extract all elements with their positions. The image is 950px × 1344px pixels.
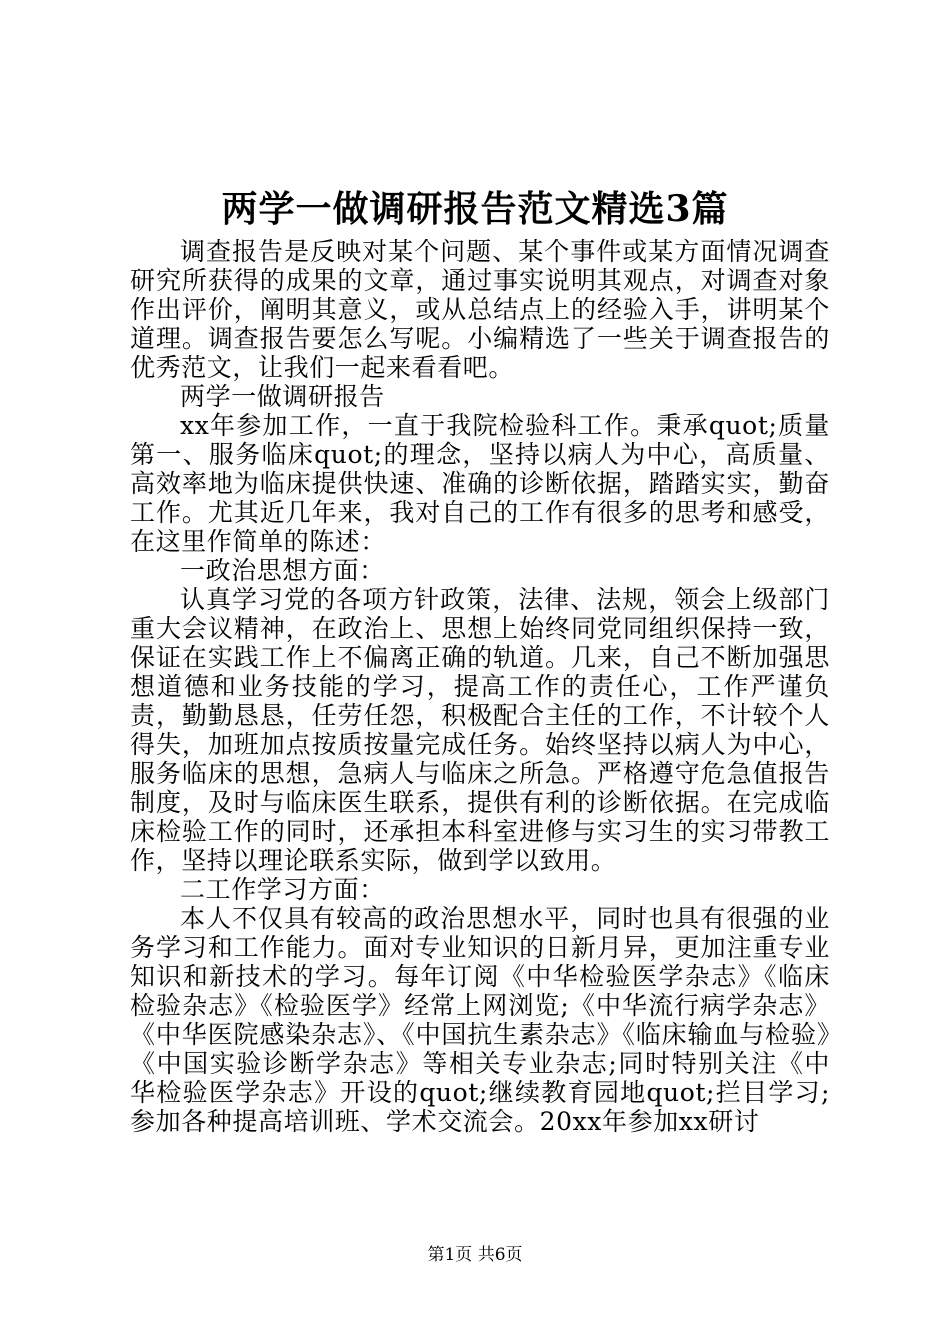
paragraph-heading-study: 二工作学习方面： xyxy=(180,875,385,904)
document-body xyxy=(130,237,830,1136)
document-title: 两学一做调研报告范文精选3篇 xyxy=(221,188,729,230)
paragraph-intro: 调查报告是反映对某个问题、某个事件或某方面情况调查研究所获得的成果的文章，通过事实说明其观点，对调查对象作出评价，阐明其意义，或从总结点上的经验入手，讲明某个道理。调查报告要怎么写呢。小编精选了一些关于调查报告的优秀范文，让我们一起来看看吧。 xyxy=(130,237,830,382)
page-footer: 第1页 共6页 xyxy=(427,1245,523,1265)
paragraph-political: 认真学习党的各项方针政策，法律、法规，领会上级部门重大会议精神，在政治上、思想上始终同党同组织保持一致，保证在实践工作上不偏离正确的轨道。几来，自己不断加强思想道德和业务技能的学习，提高工作的责任心，工作严谨负责，勤勤恳恳，任劳任怨，积极配合主任的工作，不计较个人得失，加班加点按质按量完成任务。始终坚持以病人为中心，服务临床的思想，急病人与临床之所急。严格遵守危急值报告制度，及时与临床医生联系，提供有利的诊断依据。在完成临床检验工作的同时，还承担本科室进修与实习生的实习带教工作，坚持以理论联系实际，做到学以致用。 xyxy=(130,585,830,875)
paragraph-study: 本人不仅具有较高的政治思想水平，同时也具有很强的业务学习和工作能力。面对专业知识的日新月异，更加注重专业知识和新技术的学习。每年订阅《中华检验医学杂志》《临床检验杂志》《检验医学》经常上网浏览;《中华流行病学杂志》《中华医院感染杂志》、《中国抗生素杂志》《临床输血与检验》《中国实验诊断学杂志》等相关专业杂志;同时特别关注《中华检验医学杂志》开设的quot;继续教育园地quot;拦目学习;参加各种提高培训班、学术交流会。20xx年参加xx研讨 xyxy=(130,904,830,1136)
paragraph-heading-political: 一政治思想方面： xyxy=(180,556,385,585)
paragraph-work-overview: xx年参加工作，一直于我院检验科工作。秉承quot;质量第一、服务临床quot;的理念，坚持以病人为中心，高质量、高效率地为临床提供快速、准确的诊断依据，踏踏实实，勤奋工作。尤其近几年来，我对自己的工作有很多的思考和感受，在这里作简单的陈述： xyxy=(130,411,830,556)
paragraph-heading-report: 两学一做调研报告 xyxy=(180,382,385,411)
